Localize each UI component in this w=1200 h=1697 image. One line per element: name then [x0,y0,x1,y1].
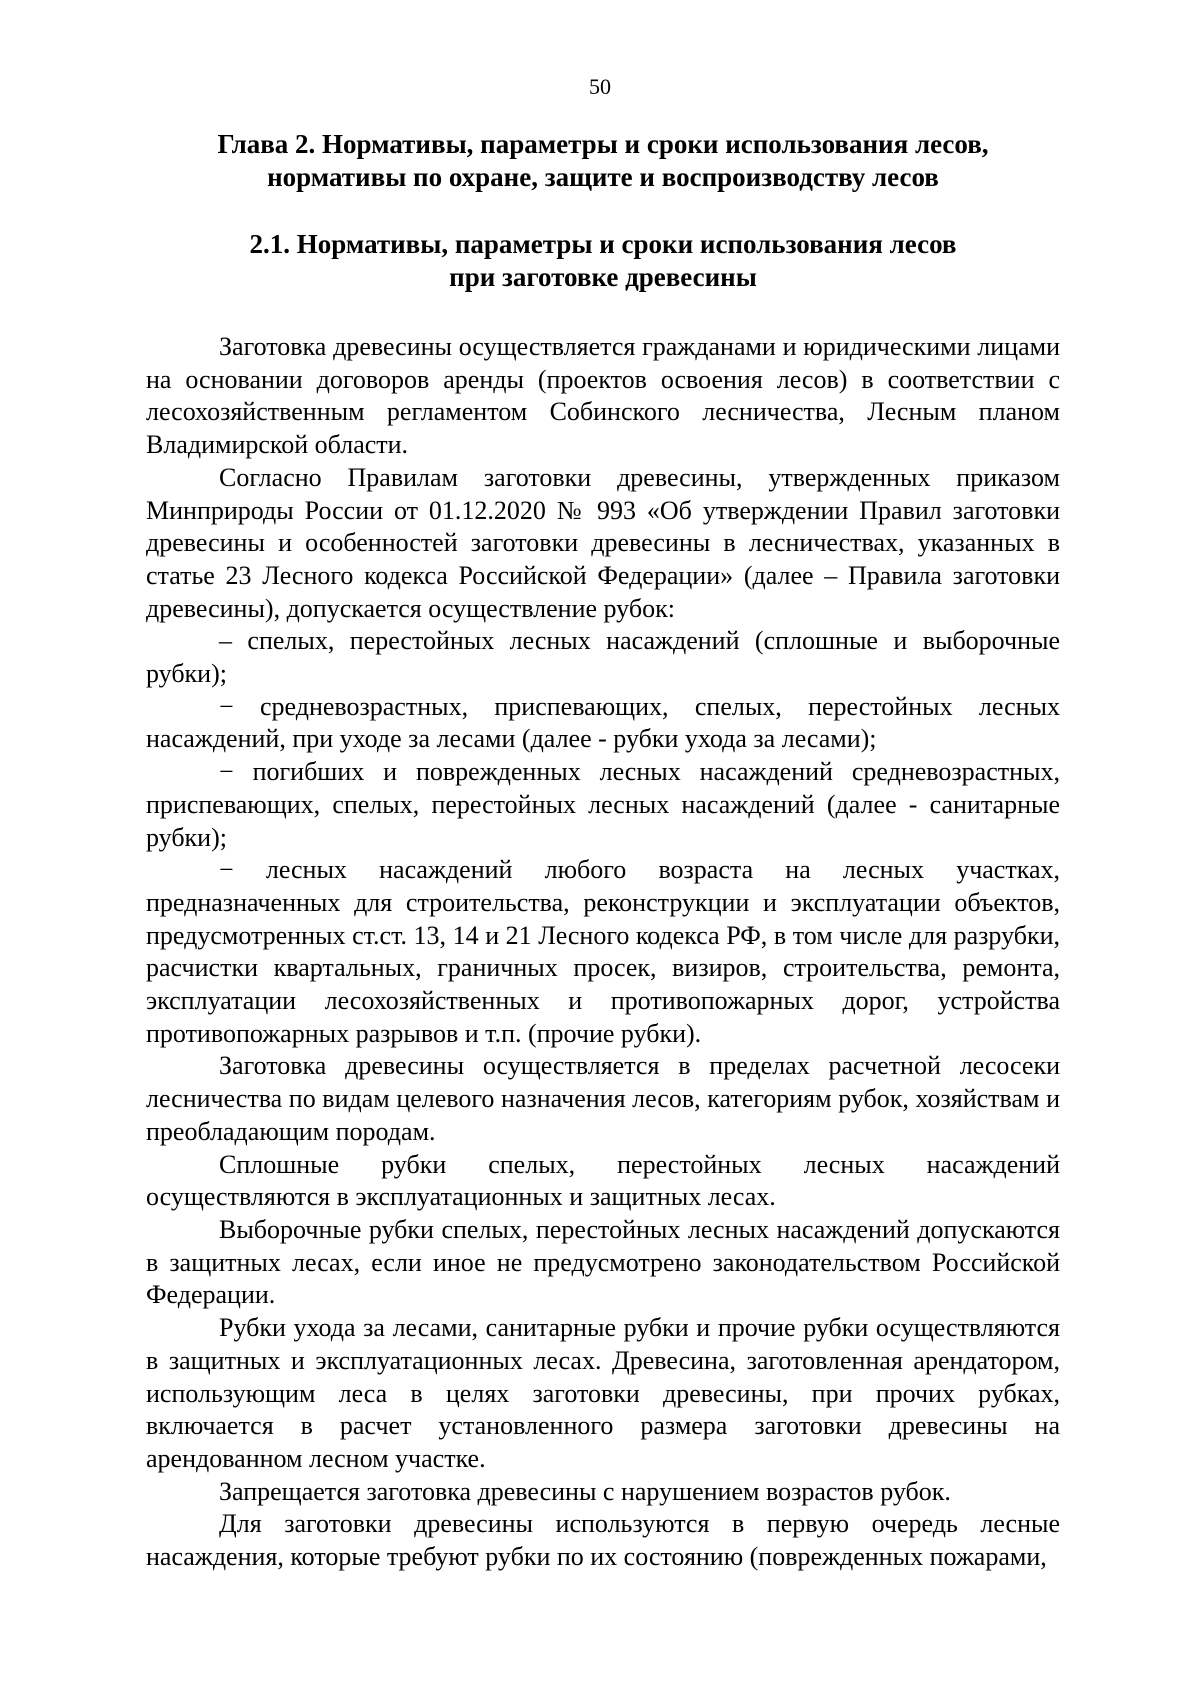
section-heading-line: 2.1. Нормативы, параметры и сроки использования лесов [249,229,957,259]
list-item: − лесных насаждений любого возраста на лесных участках, предназначенных для строительства, реконструкции и эксплуатации объектов, предусмотренных ст.ст. 13, 14 и 21 Лесного кодекса РФ, в том числе для разрубки, расчистки квартальных, граничных просек, визиров, строительства, ремонта, эксплуатации лесохозяйственных и противопожарных дорог, устройства противопожарных разрывов и т.п. (прочие рубки). [146,855,1060,1048]
paragraph: Рубки ухода за лесами, санитарные рубки и прочие рубки осуществляются в защитных и эксплуатационных лесах. Древесина, заготовленная арендатором, использующим леса в целях заготовки древесины, при прочих рубках, включается в расчет установленного размера заготовки древесины на арендованном лесном участке. [146,1313,1060,1473]
paragraph: Согласно Правилам заготовки древесины, утвержденных приказом Минприроды России от 01.12.2020 № 993 «Об утверждении Правил заготовки древесины и особенностей заготовки древесины в лесничествах, указанных в статье 23 Лесного кодекса Российской Федерации» (далее – Правила заготовки древесины), допускается осуществление рубок: [146,462,1060,623]
paragraph: Заготовка древесины осуществляется в пределах расчетной лесосеки лесничества по видам целевого назначения лесов, категориям рубок, хозяйствам и преобладающим породам. [146,1051,1060,1146]
paragraph: Выборочные рубки спелых, перестойных лесных насаждений допускаются в защитных лесах, если иное не предусмотрено законодательством Российской Федерации. [146,1214,1060,1310]
chapter-heading [146,128,1060,194]
chapter-heading-line: Глава 2. Нормативы, параметры и сроки использования лесов, [217,129,989,159]
page-number: 50 [589,74,611,99]
section-heading-line: при заготовке древесины [449,262,757,292]
paragraph: Заготовка древесины осуществляется гражданами и юридическими лицами на основании договоров аренды (проектов освоения лесов) в соответствии с лесохозяйственным регламентом Собинского лесничества, Лесным планом Владимирской области. [146,332,1060,460]
paragraph: Сплошные рубки спелых, перестойных лесных насаждений осуществляются в эксплуатационных и защитных лесах. [146,1149,1060,1212]
paragraph: Запрещается заготовка древесины с нарушением возрастов рубок. [219,1476,951,1506]
body-text [146,331,1060,1574]
list-item: − средневозрастных, приспевающих, спелых, перестойных лесных насаждений, при уходе за лесами (далее - рубки ухода за лесами); [146,691,1060,754]
paragraph: Для заготовки древесины используются в первую очередь лесные насаждения, которые требуют рубки по их состоянию (поврежденных пожарами, [146,1509,1060,1572]
list-item: – спелых, перестойных лесных насаждений (сплошные и выборочные рубки); [146,626,1060,689]
chapter-heading-line: нормативы по охране, защите и воспроизводству лесов [267,162,939,192]
list-item: − погибших и поврежденных лесных насаждений средневозрастных, приспевающих, спелых, перестойных лесных насаждений (далее - санитарные рубки); [146,757,1060,852]
section-heading [146,228,1060,294]
